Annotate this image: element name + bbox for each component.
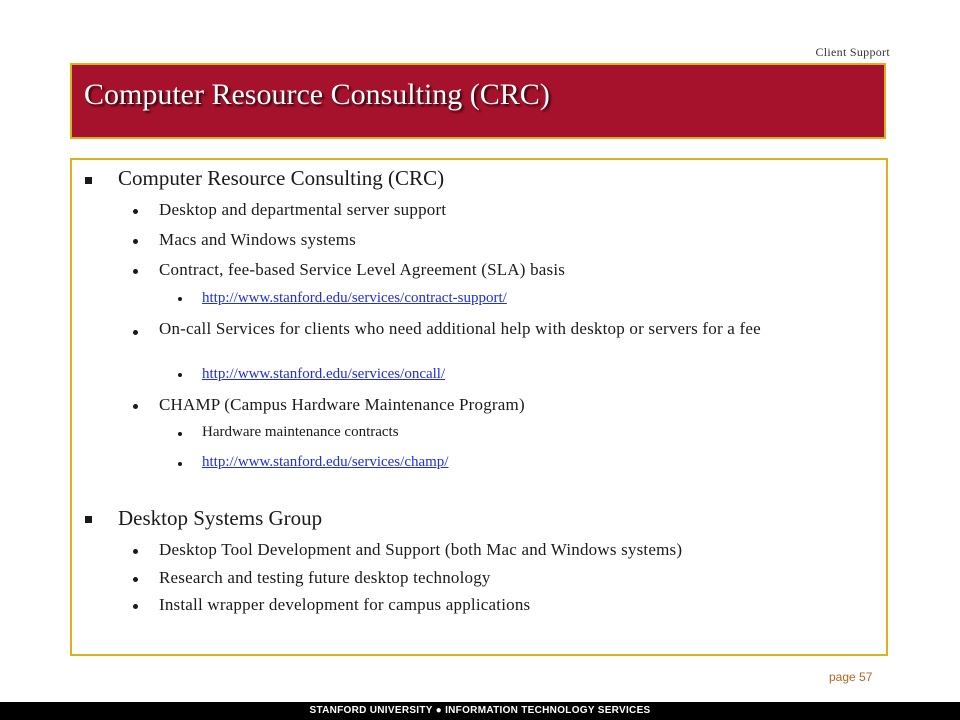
square-bullet-icon — [85, 177, 92, 184]
crc-heading: Computer Resource Consulting (CRC) — [118, 166, 445, 190]
contract-support-link[interactable]: http://www.stanford.edu/services/contract-support/ — [202, 290, 507, 306]
bullet-icon — [133, 209, 138, 214]
bullet-icon — [178, 432, 182, 436]
bullet-icon — [178, 297, 182, 301]
oncall-link[interactable]: http://www.stanford.edu/services/oncall/ — [202, 366, 446, 382]
bullet-icon — [133, 239, 138, 244]
footer-bar — [0, 702, 960, 720]
page-title: Computer Resource Consulting (CRC) — [84, 78, 550, 111]
dsg-item: Desktop Tool Development and Support (both Mac and Windows systems) — [159, 540, 683, 559]
bullet-icon — [133, 577, 138, 582]
champ-contracts-item: Hardware maintenance contracts — [202, 424, 399, 440]
dsg-item: Research and testing future desktop technology — [159, 568, 491, 587]
bullet-icon — [133, 549, 138, 554]
section-label: Client Support — [815, 45, 890, 59]
champ-item: CHAMP (Campus Hardware Maintenance Program) — [159, 395, 525, 414]
bullet-icon — [178, 462, 182, 466]
systems-item: Macs and Windows systems — [159, 230, 356, 249]
dsg-item: Install wrapper development for campus applications — [159, 595, 531, 614]
dsg-heading: Desktop Systems Group — [118, 506, 323, 530]
footer-text: STANFORD UNIVERSITY ● INFORMATION TECHNOLOGY SERVICES — [309, 705, 651, 716]
bullet-icon — [133, 330, 138, 335]
champ-link[interactable]: http://www.stanford.edu/services/champ/ — [202, 454, 449, 470]
oncall-item: On-call Services for clients who need additional help with desktop or servers for a fee — [159, 319, 761, 338]
bullet-icon — [133, 404, 138, 409]
title-bar — [70, 63, 886, 139]
bullet-icon — [133, 604, 138, 609]
bullet-icon — [133, 269, 138, 274]
page-number: page 57 — [829, 670, 873, 684]
desktop-support-item: Desktop and departmental server support — [159, 200, 447, 219]
square-bullet-icon — [85, 516, 92, 523]
contract-item: Contract, fee-based Service Level Agreement (SLA) basis — [159, 260, 566, 279]
bullet-icon — [178, 373, 182, 377]
